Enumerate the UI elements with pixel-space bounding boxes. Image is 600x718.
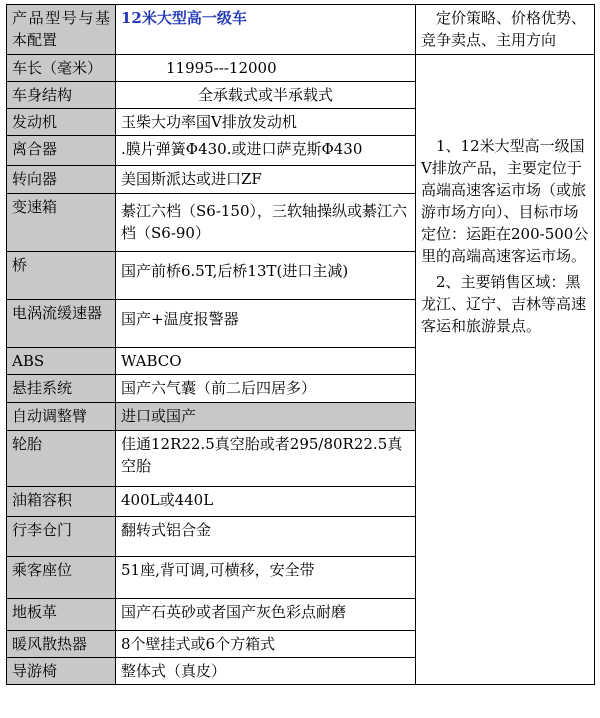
row-label: ABS — [7, 348, 116, 375]
spec-table — [6, 4, 595, 685]
row-label: 电涡流缓速器 — [7, 300, 116, 348]
row-label: 车身结构 — [7, 82, 116, 109]
row-value: 国产六气囊（前二后四居多） — [116, 375, 416, 403]
row-label: 暖风散热器 — [7, 631, 116, 658]
table-row — [7, 55, 595, 82]
row-label: 地板革 — [7, 599, 116, 631]
row-value: 全承载式或半承载式 — [116, 82, 416, 109]
row-label: 乘客座位 — [7, 557, 116, 599]
row-label: 转向器 — [7, 166, 116, 194]
row-value: 11995---12000 — [116, 55, 416, 82]
row-label: 变速箱 — [7, 194, 116, 252]
notes-paragraph-1: 1、12米大型高一级国Ⅴ排放产品，主要定位于高端高速客运市场（或旅游市场方向）、目标市场定位：运距在200-500公里的高端高速客运市场。 — [421, 137, 589, 265]
row-value: 整体式（真皮） — [116, 658, 416, 685]
row-label: 油箱容积 — [7, 487, 116, 517]
row-value: 8个壁挂式或6个方箱式 — [116, 631, 416, 658]
notes-paragraph-2: 2、主要销售区域：黑龙江、辽宁、吉林等高速客运和旅游景点。 — [421, 273, 587, 335]
row-value: 51座,背可调,可横移，安全带 — [116, 557, 416, 599]
strategy-header: 定价策略、价格优势、竞争卖点、主用方向 — [416, 5, 595, 55]
row-label: 悬挂系统 — [7, 375, 116, 403]
row-label: 自动调整臂 — [7, 403, 116, 431]
row-value: 国产前桥6.5T,后桥13T(进口主减) — [116, 252, 416, 300]
row-value: 玉柴大功率国Ⅴ排放发动机 — [116, 109, 416, 136]
header-label: 产品型号与基本配置 — [7, 5, 116, 55]
model-title: 12米大型高一级车 — [116, 5, 416, 55]
row-label: 桥 — [7, 252, 116, 300]
row-value: 綦江六档（S6-150），三软轴操纵或綦江六档（S6-90） — [116, 194, 416, 252]
row-label: 行李仓门 — [7, 517, 116, 557]
header-row — [7, 5, 595, 55]
row-label: 轮胎 — [7, 431, 116, 487]
row-value: 国产+温度报警器 — [116, 300, 416, 348]
row-value: WABCO — [116, 348, 416, 375]
row-label: 发动机 — [7, 109, 116, 136]
row-value: 400L或440L — [116, 487, 416, 517]
row-label: 导游椅 — [7, 658, 116, 685]
row-value: 美国斯派达或进口ZF — [116, 166, 416, 194]
row-label: 车长（毫米） — [7, 55, 116, 82]
row-value: 进口或国产 — [116, 403, 416, 431]
row-value: 翻转式铝合金 — [116, 517, 416, 557]
row-label: 离合器 — [7, 136, 116, 166]
row-value: .膜片弹簧Φ430.或进口萨克斯Φ430 — [116, 136, 416, 166]
row-value: 国产石英砂或者国产灰色彩点耐磨 — [116, 599, 416, 631]
notes-cell — [416, 55, 595, 685]
row-value: 佳通12R22.5真空胎或者295/80R22.5真空胎 — [116, 431, 416, 487]
